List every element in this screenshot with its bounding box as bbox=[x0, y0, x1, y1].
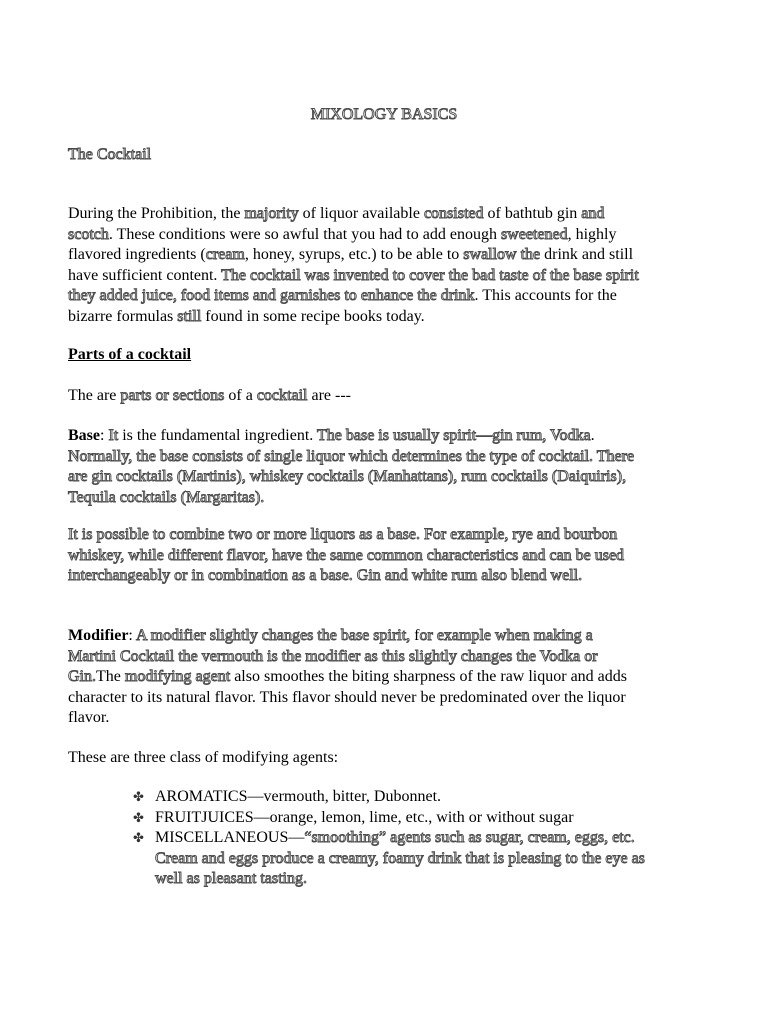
intro-text: of bathtub gin bbox=[483, 205, 582, 222]
intro-text: . This accounts for the bizarre formulas bbox=[68, 287, 617, 325]
intro-outline-text: consisted bbox=[423, 205, 484, 222]
intro-paragraph bbox=[68, 204, 640, 327]
base-label: Base bbox=[68, 427, 100, 444]
diamond-cross-icon: ✤ bbox=[133, 830, 144, 845]
list-item-text: FRUITJUICES—orange, lemon, lime, etc., with or without sugar bbox=[155, 808, 574, 826]
parts-intro-text: The are bbox=[68, 387, 121, 404]
list-item-outline-text: “smoothing” agents such as sugar, cream, eggs, etc. Cream and eggs produce a creamy, foamy drink that is pleasing to the eye as well as pleasant tasting. bbox=[155, 829, 645, 887]
page-title: MIXOLOGY BASICS bbox=[310, 106, 458, 123]
intro-text: . These conditions were so awful that you had to add enough bbox=[108, 225, 501, 243]
parts-intro-text: are --- bbox=[307, 387, 351, 404]
diamond-cross-icon: ✤ bbox=[133, 789, 144, 804]
intro-text: , honey, syrups, etc.) to be able to bbox=[244, 246, 464, 263]
intro-outline-text: cream bbox=[205, 246, 245, 263]
section-heading: The Cocktail bbox=[68, 146, 152, 163]
parts-intro-paragraph bbox=[68, 386, 640, 407]
base-outline-text: The base is usually spirit—gin rum, Vodka bbox=[317, 427, 591, 444]
intro-text: During the Prohibition, the bbox=[68, 205, 245, 222]
intro-outline-text: and scotch bbox=[68, 205, 605, 243]
base-paragraph bbox=[68, 426, 640, 508]
modifier-text: : bbox=[128, 627, 136, 644]
base-combination-paragraph: It is possible to combine two or more liquors as a base. For example, rye and bourbon whiskey, while different flavor, have the same common characteristics and can be used interchangeably or in combination as a base. Gin and white rum also blend well. bbox=[68, 526, 625, 584]
modifying-agents-list bbox=[133, 787, 645, 890]
classes-intro-paragraph: These are three class of modifying agents: bbox=[68, 749, 339, 766]
modifier-text: f bbox=[414, 627, 420, 644]
intro-outline-text: majority bbox=[244, 205, 299, 222]
parts-intro-outline-text: cocktail bbox=[256, 387, 308, 404]
list-item bbox=[133, 828, 645, 890]
list-item bbox=[133, 808, 645, 829]
intro-outline-text: still bbox=[177, 307, 202, 325]
intro-text: drink and still have sufficient content. bbox=[68, 246, 634, 284]
intro-outline-text: sweetened bbox=[500, 225, 568, 243]
intro-outline-text: swallow the bbox=[463, 246, 541, 263]
parts-intro-outline-text: parts or sections bbox=[120, 387, 225, 404]
list-item-text: MISCELLANEOUS— bbox=[155, 829, 305, 846]
intro-text: found in some recipe books today. bbox=[201, 307, 425, 325]
base-outline-text: It bbox=[108, 427, 119, 444]
modifier-text: also smoothes the biting sharpness of the raw liquor and adds character to its natural flavor. This flavor should never be predominated over the liquor flavor. bbox=[68, 668, 628, 726]
base-text: : bbox=[100, 427, 109, 444]
modifier-outline-text: A modifier slightly changes the base spirit, bbox=[135, 627, 415, 644]
modifier-paragraph bbox=[68, 626, 640, 729]
modifier-outline-text: modifying agent bbox=[124, 668, 231, 685]
modifier-label: Modifier bbox=[68, 627, 129, 644]
intro-text: of liquor available bbox=[298, 205, 424, 222]
intro-text: , highly flavored ingredients ( bbox=[68, 225, 617, 263]
base-text: is the fundamental ingredient. bbox=[118, 427, 317, 444]
diamond-cross-icon: ✤ bbox=[133, 809, 144, 825]
modifier-outline-text: or example when making a Martini Cocktail the vermouth is the modifier as this slightly changes the Vodka or Gin. bbox=[68, 627, 598, 685]
base-text: . bbox=[590, 427, 595, 444]
list-item-text: AROMATICS—vermouth, bitter, Dubonnet. bbox=[155, 788, 442, 805]
intro-outline-text: The cocktail was invented to cover the bad taste of the base spirit they added juice, food items and garnishes to enhance the drink bbox=[68, 266, 639, 304]
parts-intro-text: of a bbox=[224, 387, 257, 404]
base-outline-text: Normally, the base consists of single liquor which determines the type of cocktail. There are gin cocktails (Martinis), whiskey cocktails (Manhattans), rum cocktails (Daiquiris), Tequila cocktails (Margaritas). bbox=[68, 447, 635, 506]
parts-heading: Parts of a cocktail bbox=[68, 346, 192, 363]
modifier-text: The bbox=[96, 668, 125, 685]
list-item bbox=[133, 787, 645, 808]
